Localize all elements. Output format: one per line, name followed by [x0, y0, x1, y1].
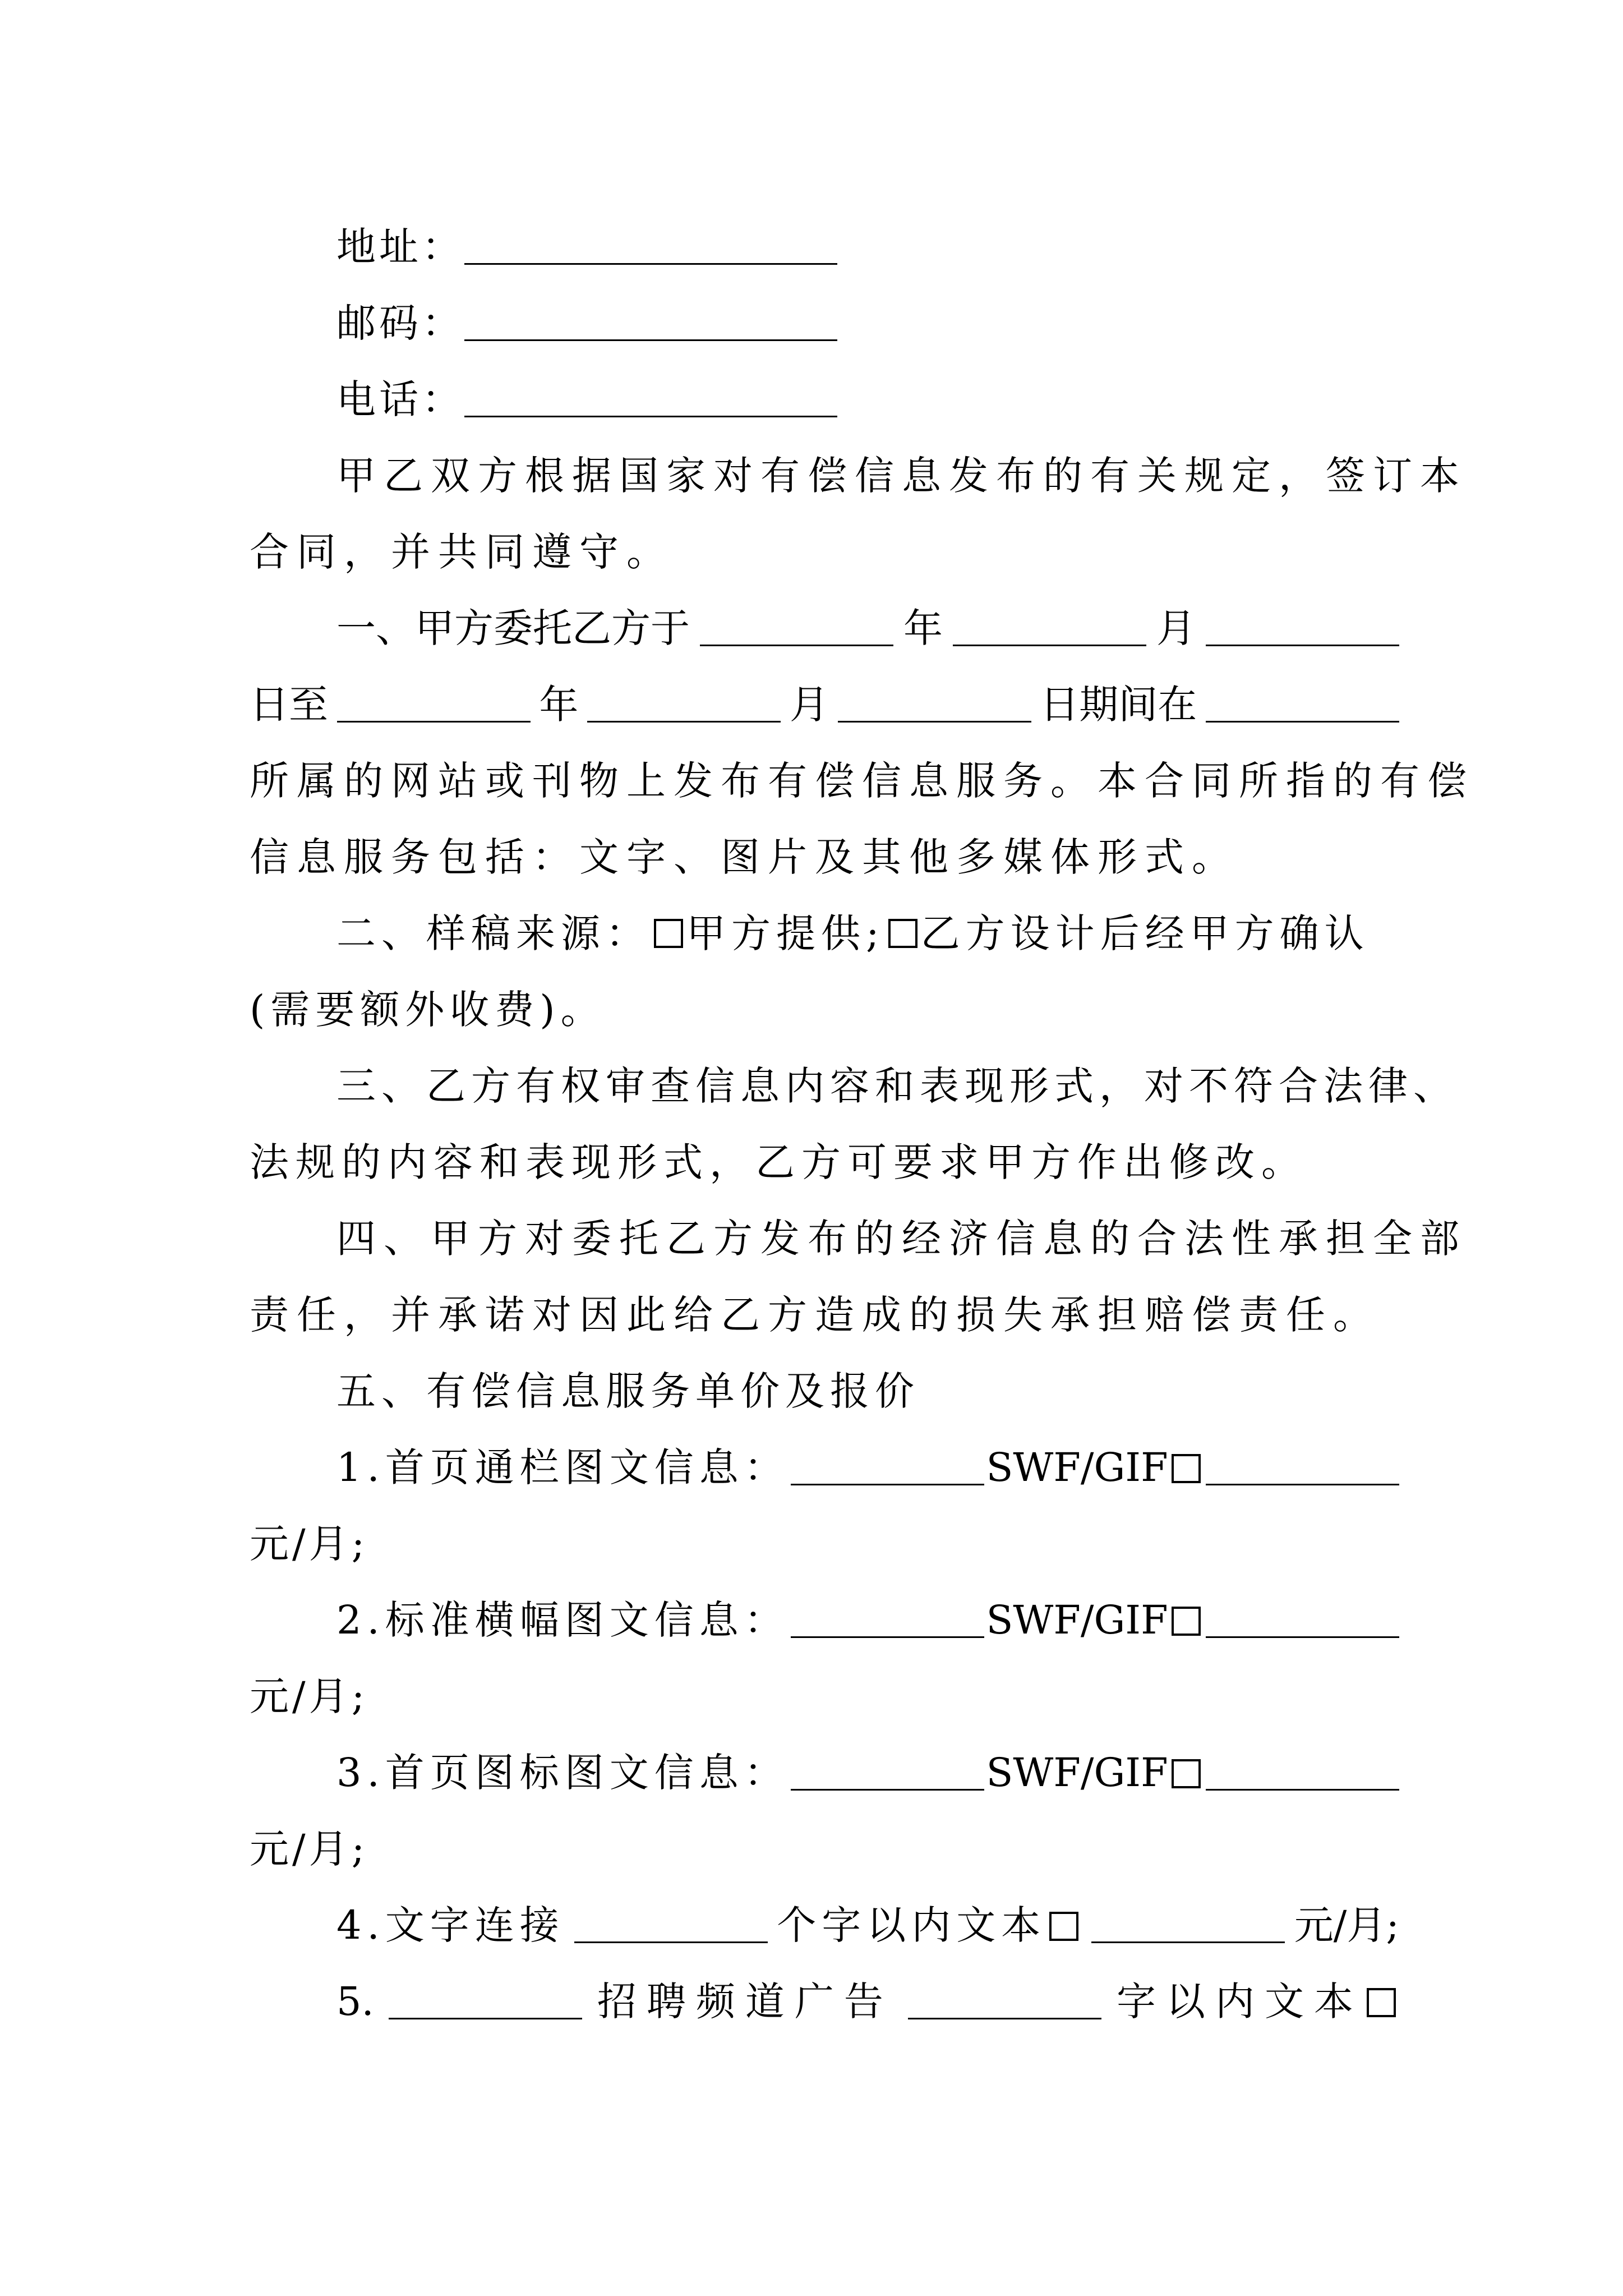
item2-unit: 元/月; [250, 1673, 368, 1719]
intro-line-1: 甲乙双方根据国家对有偿信息发布的有关规定，签订本 [336, 453, 1467, 499]
phone-label: 电话： [336, 376, 464, 422]
item1-format: SWF/GIF [986, 1434, 1204, 1501]
clause1-end-year-blank[interactable] [337, 687, 531, 723]
clause1-year2-label: 年 [539, 682, 579, 728]
item1-label: 1.首页通栏图文信息： [336, 1444, 789, 1490]
price-item-2 [336, 1586, 1399, 1654]
item4-label: 4.文字连接 [336, 1902, 565, 1948]
item5-end: 字以内文本 [1117, 1968, 1399, 2035]
clause1-start-month-blank[interactable] [953, 611, 1146, 646]
phone-row [336, 366, 1399, 433]
price-item-1 [336, 1434, 1399, 1501]
item5-blank-2[interactable] [908, 1984, 1101, 2019]
price-item-5 [336, 1968, 1399, 2035]
clause2-line-2: (需要额外收费)。 [250, 987, 606, 1033]
item1-unit: 元/月; [250, 1521, 368, 1567]
item5-blank-1[interactable] [389, 1984, 582, 2019]
item4-chars-blank[interactable] [574, 1908, 768, 1943]
clause3-line-2: 法规的内容和表现形式，乙方可要求甲方作出修改。 [250, 1139, 1307, 1185]
item2-format-checkbox[interactable] [1172, 1607, 1201, 1636]
item3-label: 3.首页图标图文信息： [336, 1750, 789, 1796]
clause2-option1-checkbox[interactable] [654, 919, 683, 948]
clause3-line-1: 三、乙方有权审查信息内容和表现形式，对不符合法律、 [336, 1063, 1458, 1109]
item3-format-checkbox[interactable] [1172, 1759, 1201, 1788]
address-blank[interactable] [464, 229, 837, 265]
clause1-start-year-blank[interactable] [700, 611, 893, 646]
item3-size-blank[interactable] [791, 1755, 984, 1791]
clause1-end-month-blank[interactable] [587, 687, 781, 723]
item1-format-checkbox[interactable] [1172, 1454, 1201, 1483]
clause1-end-day-blank[interactable] [838, 687, 1031, 723]
item5-checkbox[interactable] [1367, 1988, 1396, 2017]
clause4-line-2: 责任，并承诺对因此给乙方造成的损失承担赔偿责任。 [250, 1292, 1380, 1338]
item4-checkbox[interactable] [1049, 1912, 1078, 1941]
clause5-title: 五、有偿信息服务单价及报价 [336, 1368, 920, 1414]
postcode-label: 邮码： [336, 300, 464, 346]
clause2-option2-label: 乙方设计后经甲方确认 [920, 910, 1370, 956]
item3-unit: 元/月; [250, 1826, 368, 1872]
item5-mid: 招聘频道广告 [597, 1978, 893, 2024]
item4-unit: 元/月; [1294, 1902, 1399, 1948]
item2-size-blank[interactable] [791, 1603, 984, 1638]
item2-price-blank[interactable] [1206, 1603, 1399, 1638]
item3-format: SWF/GIF [986, 1739, 1204, 1806]
clause1-prefix: 一、甲方委托乙方于 [336, 605, 690, 651]
phone-blank[interactable] [464, 382, 837, 417]
clause1-line-4: 信息服务包括：文字、图片及其他多媒体形式。 [250, 834, 1239, 880]
clause1-line-1 [336, 595, 1399, 662]
price-item-4 [336, 1892, 1399, 1959]
clause2-option2-checkbox[interactable] [888, 919, 917, 948]
postcode-row [336, 289, 1399, 357]
address-row [336, 213, 1399, 280]
item2-format: SWF/GIF [986, 1586, 1204, 1654]
clause1-day-to: 日至 [250, 682, 328, 728]
item3-price-blank[interactable] [1206, 1755, 1399, 1791]
clause1-publisher-blank[interactable] [1206, 687, 1399, 723]
clause1-day-between: 日期间在 [1040, 682, 1197, 728]
postcode-blank[interactable] [464, 306, 837, 341]
clause2-option1-label: 甲方提供; [686, 910, 885, 956]
clause1-line-3: 所属的网站或刊物上发布有偿信息服务。本合同所指的有偿 [250, 758, 1474, 804]
clause1-month2-label: 月 [789, 682, 829, 728]
clause1-start-day-blank[interactable] [1206, 611, 1399, 646]
clause1-year-label: 年 [903, 605, 943, 651]
intro-line-2: 合同，并共同遵守。 [250, 529, 674, 575]
item5-prefix: 5. [336, 1978, 374, 2024]
item4-price-blank[interactable] [1091, 1908, 1285, 1943]
item1-price-blank[interactable] [1206, 1450, 1399, 1485]
item4-mid: 个字以内文本 [777, 1892, 1082, 1959]
clause2-prefix: 二、样稿来源： [336, 910, 651, 956]
clause2-line-1 [336, 900, 1399, 967]
clause4-line-1: 四、甲方对委托乙方发布的经济信息的合法性承担全部 [336, 1216, 1467, 1262]
price-item-3 [336, 1739, 1399, 1806]
item1-size-blank[interactable] [791, 1450, 984, 1485]
clause1-line-2 [250, 671, 1399, 738]
item2-label: 2.标准横幅图文信息： [336, 1597, 789, 1643]
address-label: 地址： [336, 224, 464, 270]
clause1-month-label: 月 [1156, 605, 1196, 651]
